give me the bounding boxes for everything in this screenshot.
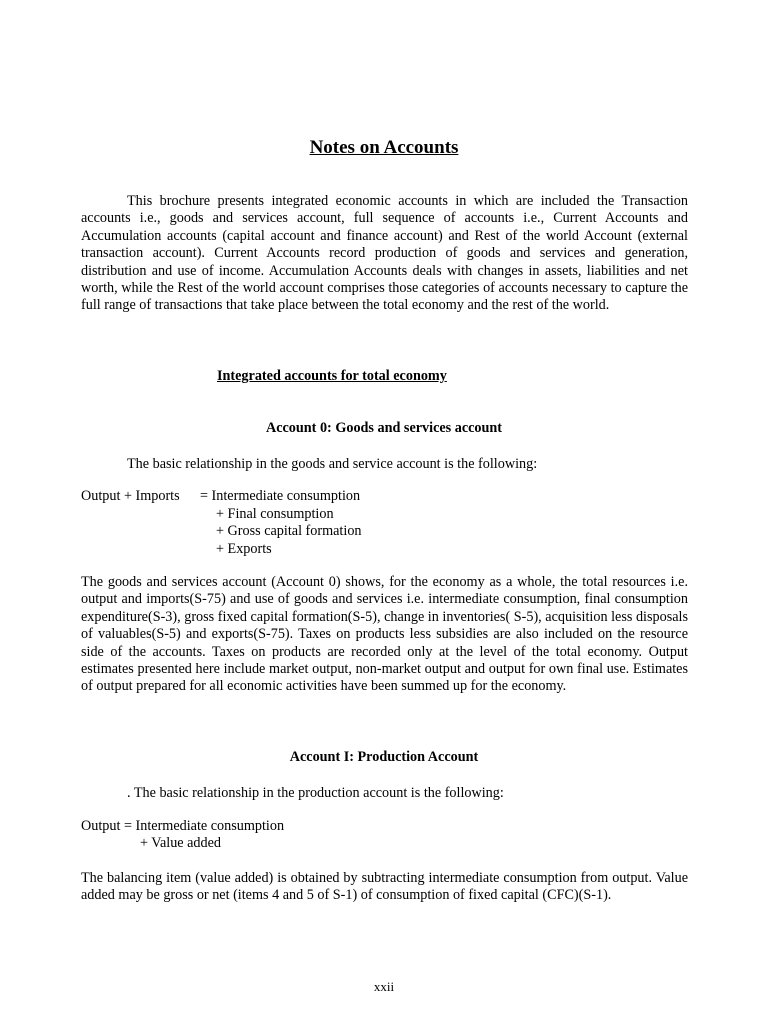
- account0-equation-line: + Gross capital formation: [216, 523, 362, 539]
- account1-paragraph: The balancing item (value added) is obtained by subtracting intermediate consumption from output. Value added may be gross or net (items 4 and 5 of S-1) of consumption of fixed capital (CFC)(S-1).: [81, 870, 688, 904]
- account1-equation-line2: + Value added: [140, 835, 222, 851]
- account0-intro: The basic relationship in the goods and service account is the following:: [127, 456, 538, 472]
- account0-equation-line: = Intermediate consumption: [200, 488, 361, 504]
- account0-paragraph: The goods and services account (Account 0) shows, for the economy as a whole, the total resources i.e. output and imports(S-75) and use of goods and services i.e. intermediate consumption, final consumption expenditure(S-3), gross fixed capital formation(S-5), change in inventories( S-5), acquisition less disposals of valuables(S-5) and exports(S-75). Taxes on products less subsidies are also included on the resource side of the accounts. Taxes on products are recorded only at the level of the total economy. Output estimates presented here include market output, non-market output and output for own final use. Estimates of output prepared for all economic activities have been summed up for the economy.: [81, 574, 688, 695]
- account0-heading: Account 0: Goods and services account: [265, 420, 503, 436]
- account0-equation-line: + Exports: [216, 541, 272, 557]
- account1-equation-line1: Output = Intermediate consumption: [81, 818, 285, 834]
- account0-equation-line: + Final consumption: [216, 506, 334, 522]
- account0-equation-lhs: Output + Imports: [81, 488, 180, 504]
- account1-heading: Account I: Production Account: [289, 749, 479, 765]
- section-heading: Integrated accounts for total economy: [217, 368, 447, 384]
- page-number: xxii: [373, 979, 395, 994]
- account1-intro: . The basic relationship in the production account is the following:: [127, 785, 504, 801]
- intro-paragraph: This brochure presents integrated economic accounts in which are included the Transaction accounts i.e., goods and services account, full sequence of accounts i.e., Current Accounts and Accumulation accounts (capital account and finance account) and Rest of the world Account (external transaction account). Current Accounts record production of goods and services and generation, distribution and use of income. Accumulation Accounts deals with changes in assets, liabilities and net worth, while the Rest of the world account comprises those categories of accounts necessary to capture the full range of transactions that take place between the total economy and the rest of the world.: [81, 193, 688, 314]
- page-title: Notes on Accounts: [309, 137, 459, 158]
